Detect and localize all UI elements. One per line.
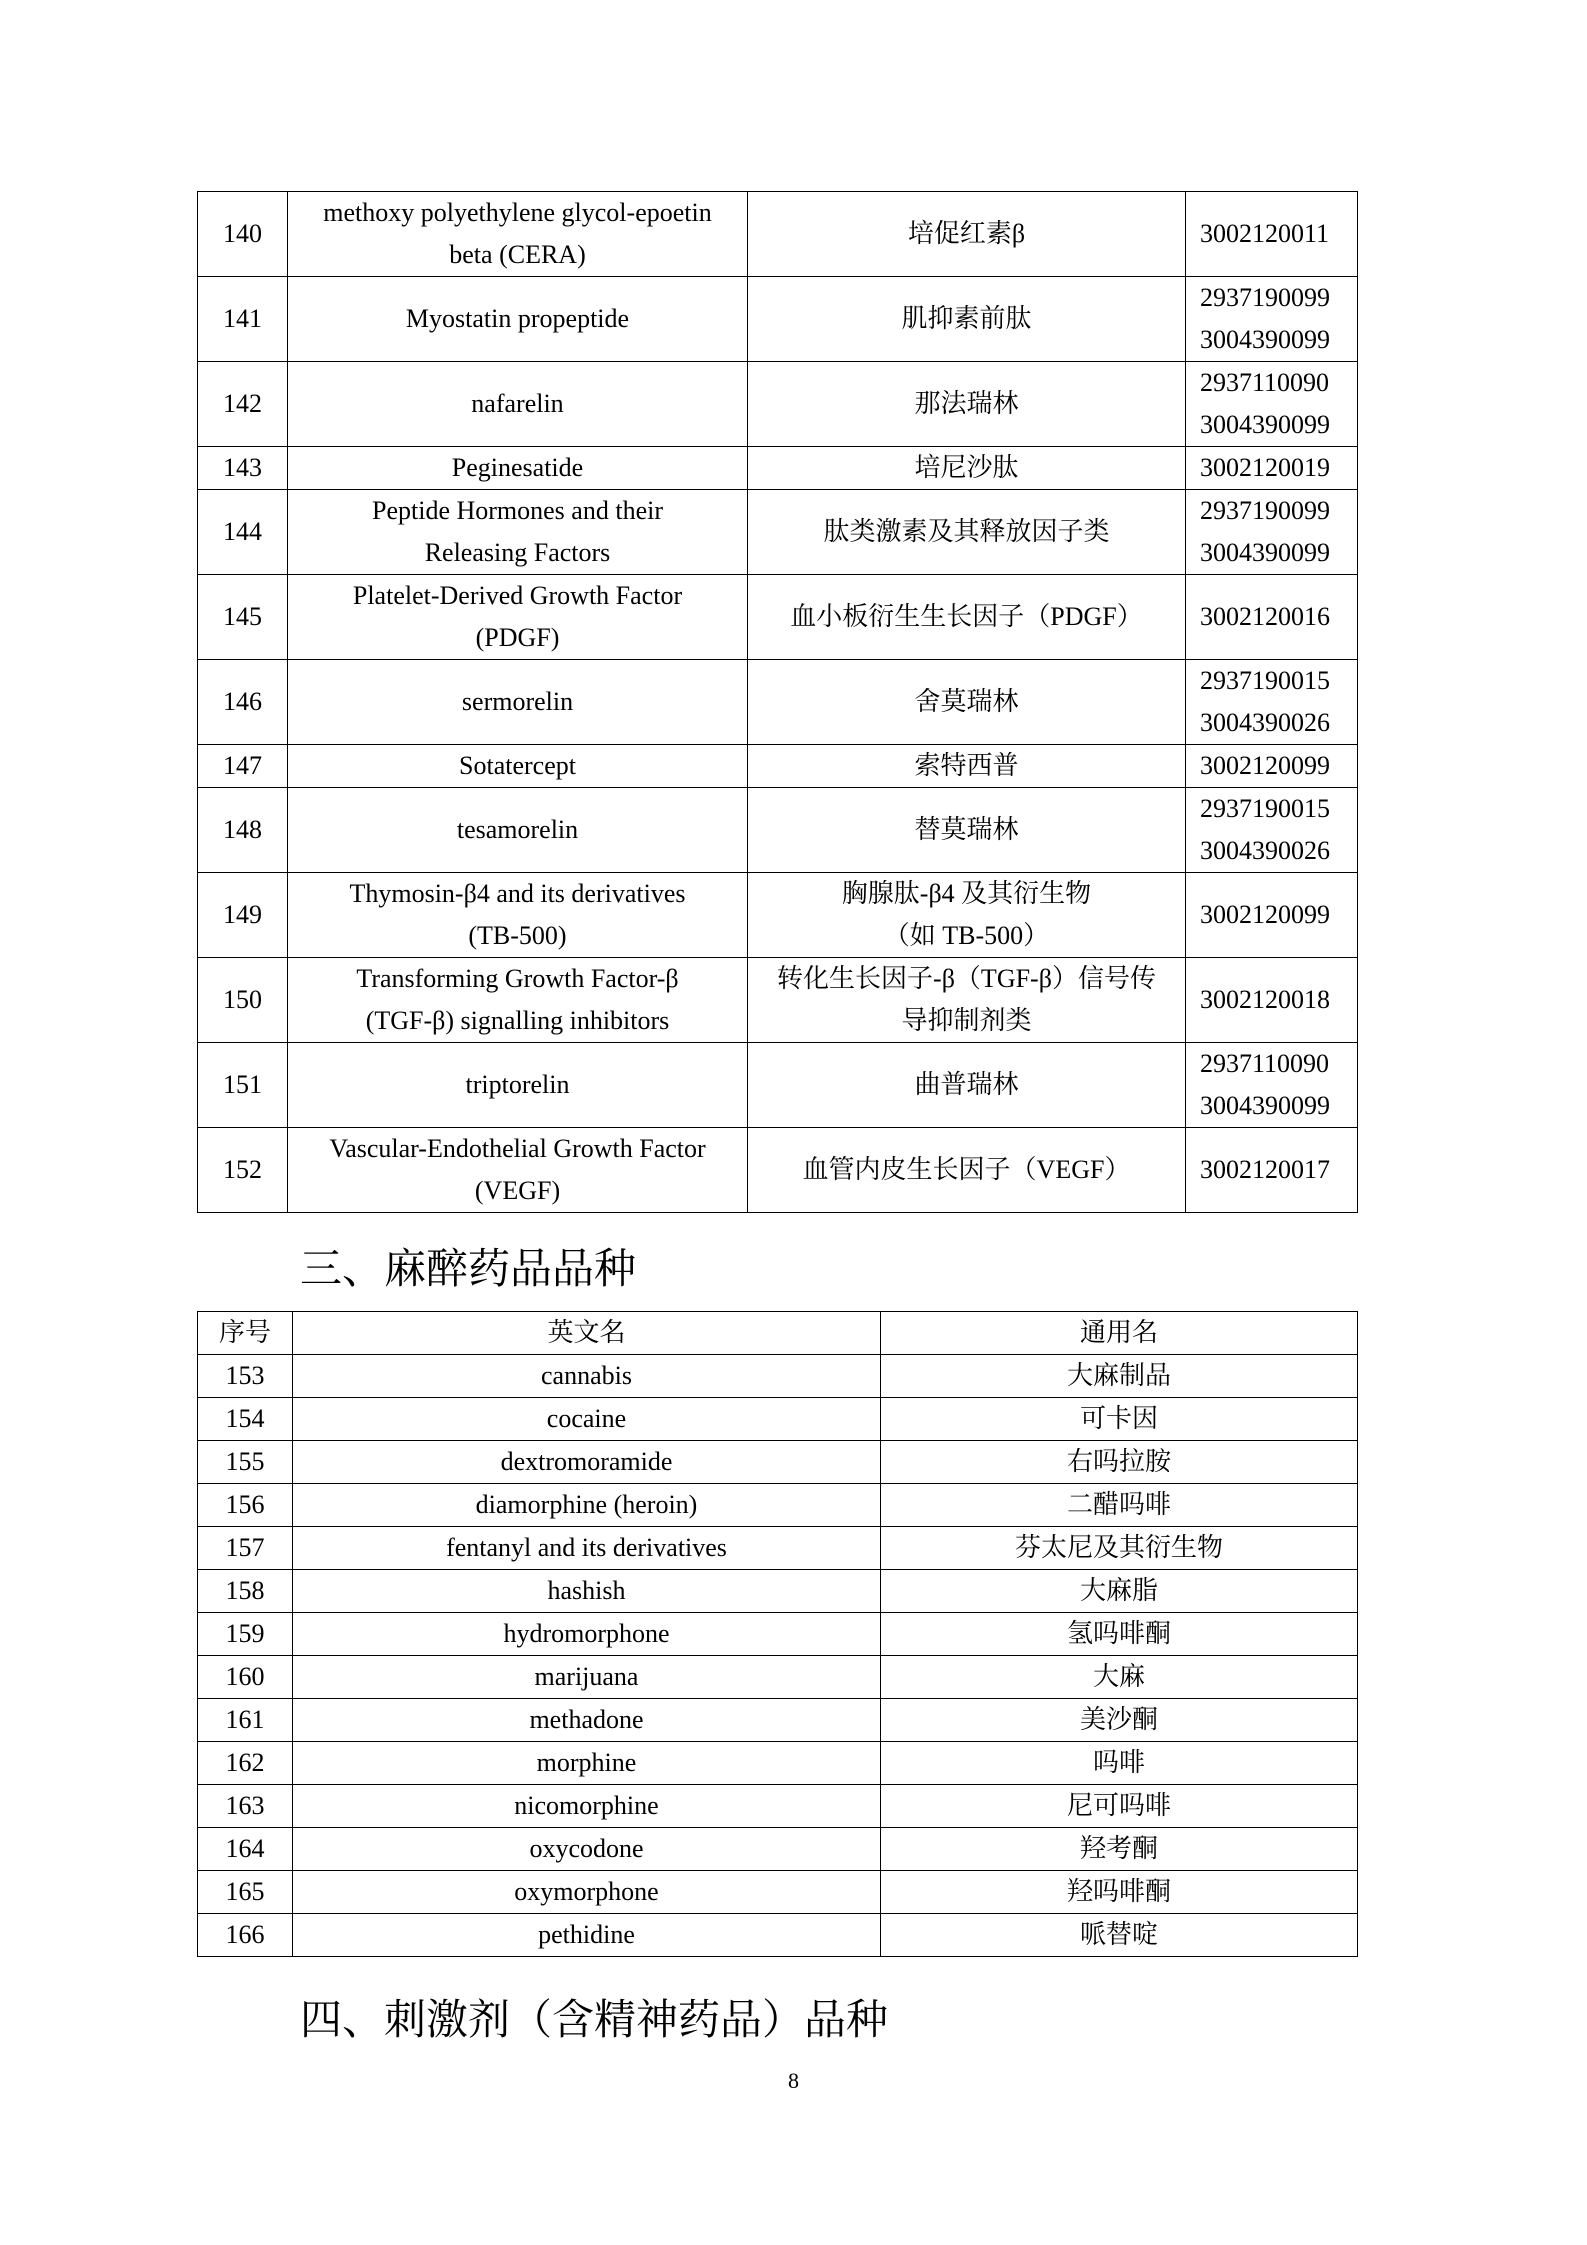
english-name-line: (TB-500) xyxy=(468,921,567,950)
chinese-name-line: 肽类激素及其释放因子类 xyxy=(823,517,1110,546)
table-row xyxy=(198,362,1358,447)
english-name: nicomorphine xyxy=(293,1785,881,1828)
english-name xyxy=(288,1128,748,1213)
row-number: 143 xyxy=(198,447,288,490)
row-number: 155 xyxy=(198,1441,293,1484)
generic-name: 芬太尼及其衍生物 xyxy=(881,1527,1358,1570)
hs-code-line: 3004390026 xyxy=(1200,708,1330,737)
english-name: hydromorphone xyxy=(293,1613,881,1656)
chinese-name-line: 舍莫瑞林 xyxy=(914,687,1019,716)
row-number: 157 xyxy=(198,1527,293,1570)
english-name-line: Thymosin-β4 and its derivatives xyxy=(349,879,686,908)
table-row xyxy=(198,873,1358,958)
english-name: marijuana xyxy=(293,1656,881,1699)
english-name: oxymorphone xyxy=(293,1871,881,1914)
chinese-name xyxy=(748,575,1186,660)
generic-name: 大麻 xyxy=(881,1656,1358,1699)
row-number: 152 xyxy=(198,1128,288,1213)
english-name-line: Transforming Growth Factor-β xyxy=(356,964,679,993)
generic-name: 尼可吗啡 xyxy=(881,1785,1358,1828)
hs-code-line: 3002120019 xyxy=(1200,453,1330,482)
english-name: fentanyl and its derivatives xyxy=(293,1527,881,1570)
table-row xyxy=(198,1355,1358,1398)
drug-table-peptides xyxy=(197,191,1358,1213)
row-number: 159 xyxy=(198,1613,293,1656)
row-number: 150 xyxy=(198,958,288,1043)
row-number: 163 xyxy=(198,1785,293,1828)
generic-name: 大麻制品 xyxy=(881,1355,1358,1398)
table-row xyxy=(198,447,1358,490)
table-row xyxy=(198,1742,1358,1785)
chinese-name xyxy=(748,362,1186,447)
hs-code xyxy=(1186,575,1358,660)
row-number: 161 xyxy=(198,1699,293,1742)
english-name-line: Sotatercept xyxy=(459,751,576,780)
table-row xyxy=(198,1699,1358,1742)
english-name-line: Platelet-Derived Growth Factor xyxy=(352,581,683,610)
row-number: 151 xyxy=(198,1043,288,1128)
generic-name: 右吗拉胺 xyxy=(881,1441,1358,1484)
hs-code xyxy=(1186,745,1358,788)
english-name: morphine xyxy=(293,1742,881,1785)
english-name: dextromoramide xyxy=(293,1441,881,1484)
table-row xyxy=(198,277,1358,362)
hs-code-line: 2937190015 xyxy=(1200,666,1330,695)
chinese-name xyxy=(748,277,1186,362)
chinese-name xyxy=(748,873,1186,958)
table-row xyxy=(198,1484,1358,1527)
table-row xyxy=(198,660,1358,745)
row-number: 160 xyxy=(198,1656,293,1699)
english-name: hashish xyxy=(293,1570,881,1613)
hs-code xyxy=(1186,958,1358,1043)
english-name-line: Vascular-Endothelial Growth Factor xyxy=(329,1134,706,1163)
hs-code-line: 2937110090 xyxy=(1200,1049,1330,1078)
row-number: 154 xyxy=(198,1398,293,1441)
header-english-name: 英文名 xyxy=(293,1312,881,1355)
english-name xyxy=(288,362,748,447)
drug-table-narcotics xyxy=(197,1311,1358,1957)
english-name: oxycodone xyxy=(293,1828,881,1871)
english-name-line: Myostatin propeptide xyxy=(405,304,630,333)
row-number: 146 xyxy=(198,660,288,745)
table-row xyxy=(198,745,1358,788)
english-name-line: (VEGF) xyxy=(474,1176,561,1205)
table-row xyxy=(198,490,1358,575)
english-name-line: tesamorelin xyxy=(456,815,579,844)
table-row xyxy=(198,1043,1358,1128)
chinese-name-line: 曲普瑞林 xyxy=(914,1070,1019,1099)
english-name xyxy=(288,447,748,490)
hs-code-line: 2937110090 xyxy=(1200,368,1330,397)
hs-code-line: 3004390099 xyxy=(1200,538,1330,567)
row-number: 162 xyxy=(198,1742,293,1785)
table-header-row xyxy=(198,1312,1358,1355)
hs-code-line: 3004390026 xyxy=(1200,836,1330,865)
generic-name: 吗啡 xyxy=(881,1742,1358,1785)
hs-code xyxy=(1186,1043,1358,1128)
english-name-line: beta (CERA) xyxy=(449,240,586,269)
english-name xyxy=(288,660,748,745)
table-row xyxy=(198,575,1358,660)
english-name xyxy=(288,1043,748,1128)
row-number: 141 xyxy=(198,277,288,362)
chinese-name xyxy=(748,447,1186,490)
table-row xyxy=(198,1128,1358,1213)
english-name: cocaine xyxy=(293,1398,881,1441)
english-name-line: nafarelin xyxy=(471,389,564,418)
english-name-line: Releasing Factors xyxy=(424,538,611,567)
table-row xyxy=(198,1570,1358,1613)
hs-code xyxy=(1186,788,1358,873)
table-row xyxy=(198,1398,1358,1441)
hs-code-line: 3002120011 xyxy=(1200,219,1330,248)
hs-code xyxy=(1186,490,1358,575)
hs-code-line: 3004390099 xyxy=(1200,410,1330,439)
row-number: 147 xyxy=(198,745,288,788)
chinese-name-line: 索特西普 xyxy=(914,751,1019,780)
hs-code-line: 3002120018 xyxy=(1200,985,1330,1014)
hs-code xyxy=(1186,447,1358,490)
chinese-name-line: 转化生长因子-β（TGF-β）信号传 xyxy=(777,964,1156,993)
hs-code xyxy=(1186,362,1358,447)
row-number: 142 xyxy=(198,362,288,447)
english-name xyxy=(288,575,748,660)
chinese-name-line: 血管内皮生长因子（VEGF） xyxy=(802,1155,1131,1184)
generic-name: 哌替啶 xyxy=(881,1914,1358,1957)
hs-code xyxy=(1186,1128,1358,1213)
header-generic-name: 通用名 xyxy=(881,1312,1358,1355)
hs-code xyxy=(1186,192,1358,277)
english-name-line: sermorelin xyxy=(461,687,574,716)
generic-name: 美沙酮 xyxy=(881,1699,1358,1742)
chinese-name-line: （如 TB-500） xyxy=(883,921,1050,950)
chinese-name xyxy=(748,788,1186,873)
chinese-name-line: 血小板衍生生长因子（PDGF） xyxy=(790,602,1143,631)
hs-code-line: 3002120099 xyxy=(1200,900,1330,929)
chinese-name-line: 培促红素β xyxy=(907,219,1026,248)
header-number: 序号 xyxy=(198,1312,293,1355)
hs-code xyxy=(1186,660,1358,745)
table-row xyxy=(198,1527,1358,1570)
chinese-name xyxy=(748,958,1186,1043)
english-name xyxy=(288,788,748,873)
hs-code xyxy=(1186,277,1358,362)
english-name-line: Peptide Hormones and their xyxy=(372,496,663,525)
chinese-name xyxy=(748,1128,1186,1213)
chinese-name xyxy=(748,490,1186,575)
table-row xyxy=(198,788,1358,873)
section-heading-narcotics: 三、麻醉药品品种 xyxy=(300,1244,637,1293)
chinese-name-line: 替莫瑞林 xyxy=(914,815,1019,844)
table-row xyxy=(198,1785,1358,1828)
english-name xyxy=(288,490,748,575)
hs-code xyxy=(1186,873,1358,958)
english-name xyxy=(288,277,748,362)
hs-code-line: 2937190099 xyxy=(1200,496,1330,525)
row-number: 140 xyxy=(198,192,288,277)
chinese-name xyxy=(748,660,1186,745)
section-heading-stimulants: 四、刺激剂（含精神药品）品种 xyxy=(300,1995,889,2044)
row-number: 144 xyxy=(198,490,288,575)
generic-name: 氢吗啡酮 xyxy=(881,1613,1358,1656)
hs-code-line: 3002120099 xyxy=(1200,751,1330,780)
english-name: cannabis xyxy=(293,1355,881,1398)
table-row xyxy=(198,1828,1358,1871)
chinese-name xyxy=(748,745,1186,788)
hs-code-line: 2937190099 xyxy=(1200,283,1330,312)
row-number: 165 xyxy=(198,1871,293,1914)
chinese-name-line: 导抑制剂类 xyxy=(901,1006,1032,1035)
page-number: 8 xyxy=(788,2068,799,2093)
hs-code-line: 3002120017 xyxy=(1200,1155,1330,1184)
chinese-name xyxy=(748,1043,1186,1128)
english-name-line: methoxy polyethylene glycol-epoetin xyxy=(323,198,712,227)
generic-name: 羟考酮 xyxy=(881,1828,1358,1871)
hs-code-line: 3004390099 xyxy=(1200,1091,1330,1120)
table-row xyxy=(198,1656,1358,1699)
table-row xyxy=(198,1613,1358,1656)
english-name-line: Peginesatide xyxy=(451,453,584,482)
table-row xyxy=(198,1871,1358,1914)
chinese-name xyxy=(748,192,1186,277)
row-number: 145 xyxy=(198,575,288,660)
chinese-name-line: 那法瑞林 xyxy=(914,389,1019,418)
hs-code-line: 2937190015 xyxy=(1200,794,1330,823)
table-row xyxy=(198,192,1358,277)
english-name xyxy=(288,958,748,1043)
english-name xyxy=(288,873,748,958)
english-name: methadone xyxy=(293,1699,881,1742)
row-number: 149 xyxy=(198,873,288,958)
hs-code-line: 3004390099 xyxy=(1200,325,1330,354)
chinese-name-line: 肌抑素前肽 xyxy=(901,304,1032,333)
row-number: 158 xyxy=(198,1570,293,1613)
row-number: 164 xyxy=(198,1828,293,1871)
hs-code-line: 3002120016 xyxy=(1200,602,1330,631)
table-row xyxy=(198,1914,1358,1957)
row-number: 153 xyxy=(198,1355,293,1398)
english-name: pethidine xyxy=(293,1914,881,1957)
english-name-line: triptorelin xyxy=(465,1070,570,1099)
row-number: 166 xyxy=(198,1914,293,1957)
row-number: 148 xyxy=(198,788,288,873)
english-name xyxy=(288,745,748,788)
chinese-name-line: 胸腺肽-β4 及其衍生物 xyxy=(841,879,1092,908)
table-row xyxy=(198,958,1358,1043)
english-name-line: (TGF-β) signalling inhibitors xyxy=(365,1006,670,1035)
english-name: diamorphine (heroin) xyxy=(293,1484,881,1527)
generic-name: 可卡因 xyxy=(881,1398,1358,1441)
generic-name: 二醋吗啡 xyxy=(881,1484,1358,1527)
chinese-name-line: 培尼沙肽 xyxy=(914,453,1019,482)
generic-name: 大麻脂 xyxy=(881,1570,1358,1613)
english-name-line: (PDGF) xyxy=(475,623,560,652)
row-number: 156 xyxy=(198,1484,293,1527)
table-row xyxy=(198,1441,1358,1484)
english-name xyxy=(288,192,748,277)
generic-name: 羟吗啡酮 xyxy=(881,1871,1358,1914)
